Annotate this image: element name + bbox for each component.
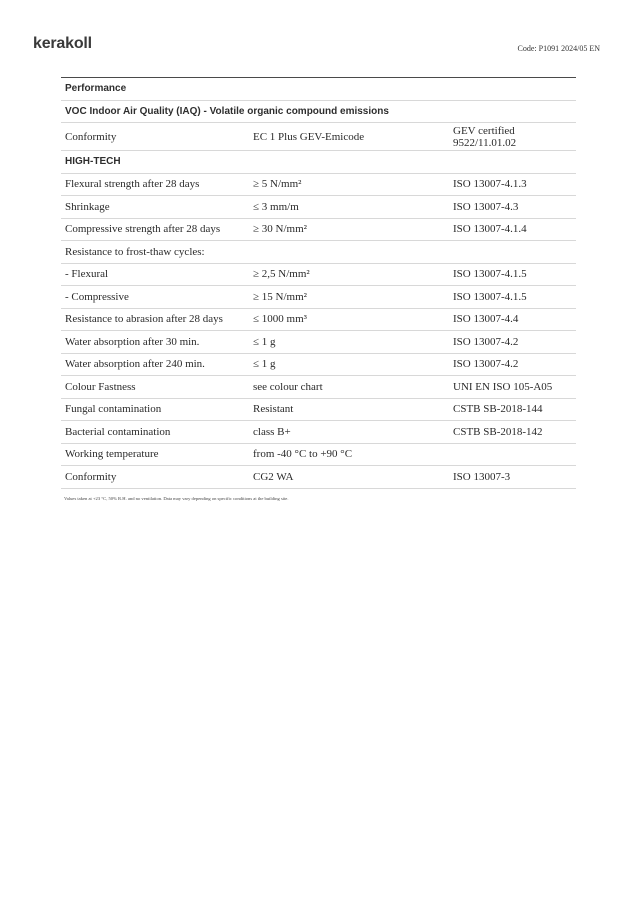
property-cell: Resistance to frost-thaw cycles: <box>65 245 205 258</box>
value-cell: ≥ 15 N/mm² <box>253 290 307 303</box>
property-cell: Compressive strength after 28 days <box>65 223 221 236</box>
value-cell: from -40 °C to +90 °C <box>253 448 353 461</box>
section-performance: Performance <box>61 78 576 101</box>
table-row <box>61 309 576 332</box>
table-row <box>61 466 576 489</box>
property-cell: Resistance to abrasion after 28 days <box>65 313 223 326</box>
property-cell: Colour Fastness <box>65 380 136 393</box>
value-cell: ≥ 2,5 N/mm² <box>253 268 310 281</box>
property-cell: Fungal contamination <box>65 403 162 416</box>
section-hightech: HIGH-TECH <box>61 151 576 174</box>
property-cell: - Flexural <box>65 268 109 281</box>
property-cell: Water absorption after 240 min. <box>65 358 205 371</box>
standard-cell <box>453 125 576 149</box>
value-cell: class B+ <box>253 425 291 438</box>
table-row <box>61 354 576 377</box>
standard-cell: ISO 13007-4.3 <box>453 200 519 213</box>
value-cell: CG2 WA <box>253 470 294 483</box>
standard-cell: ISO 13007-4.1.5 <box>453 290 527 303</box>
standard-cell: UNI EN ISO 105-A05 <box>453 380 553 393</box>
table-row <box>61 241 576 264</box>
table-row <box>61 331 576 354</box>
table-row-voc-conformity <box>61 123 576 151</box>
property-cell: - Compressive <box>65 290 129 303</box>
property-cell: Bacterial contamination <box>65 425 171 438</box>
standard-cell: ISO 13007-4.2 <box>453 335 519 348</box>
table-row <box>61 399 576 422</box>
standard-cell: ISO 13007-4.1.5 <box>453 268 527 281</box>
kerakoll-logo: kerakoll <box>33 35 92 52</box>
standard-cell: ISO 13007-4.1.3 <box>453 178 527 191</box>
table-row <box>61 174 576 197</box>
document-code: Code: P1091 2024/05 EN <box>517 44 600 53</box>
value-cell: ≥ 30 N/mm² <box>253 223 307 236</box>
value-cell: ≤ 1 g <box>253 335 276 348</box>
property-cell: Working temperature <box>65 448 159 461</box>
property-cell: Shrinkage <box>65 200 110 213</box>
value-cell: ≤ 3 mm/m <box>253 200 299 213</box>
property-cell: Flexural strength after 28 days <box>65 178 200 191</box>
standard-cell: ISO 13007-4.1.4 <box>453 223 527 236</box>
standard-line-1: GEV certified <box>453 124 515 137</box>
table-row <box>61 264 576 287</box>
standard-cell: ISO 13007-4.4 <box>453 313 519 326</box>
standard-cell: ISO 13007-4.2 <box>453 358 519 371</box>
property-cell: Conformity <box>65 470 117 483</box>
table-row <box>61 421 576 444</box>
property-cell: Water absorption after 30 min. <box>65 335 200 348</box>
footnote: Values taken at +23 °C, 50% R.H. and no ventilation. Data may vary depending on specific conditions at the building site. <box>64 496 289 501</box>
table-row <box>61 444 576 467</box>
table-row <box>61 196 576 219</box>
table-row <box>61 376 576 399</box>
performance-table <box>61 77 576 489</box>
value-cell: ≤ 1000 mm³ <box>253 313 307 326</box>
standard-cell: ISO 13007-3 <box>453 470 511 483</box>
value-cell: ≥ 5 N/mm² <box>253 178 302 191</box>
standard-cell: CSTB SB-2018-144 <box>453 403 543 416</box>
standard-cell: CSTB SB-2018-142 <box>453 425 543 438</box>
section-voc: VOC Indoor Air Quality (IAQ) - Volatile organic compound emissions <box>61 101 576 124</box>
value-cell: EC 1 Plus GEV-Emicode <box>253 130 365 143</box>
table-row <box>61 286 576 309</box>
value-cell: ≤ 1 g <box>253 358 276 371</box>
table-row <box>61 219 576 242</box>
property-cell: Conformity <box>65 130 117 143</box>
standard-line-2: 9522/11.01.02 <box>453 136 517 149</box>
value-cell: Resistant <box>253 403 294 416</box>
value-cell: see colour chart <box>253 380 323 393</box>
